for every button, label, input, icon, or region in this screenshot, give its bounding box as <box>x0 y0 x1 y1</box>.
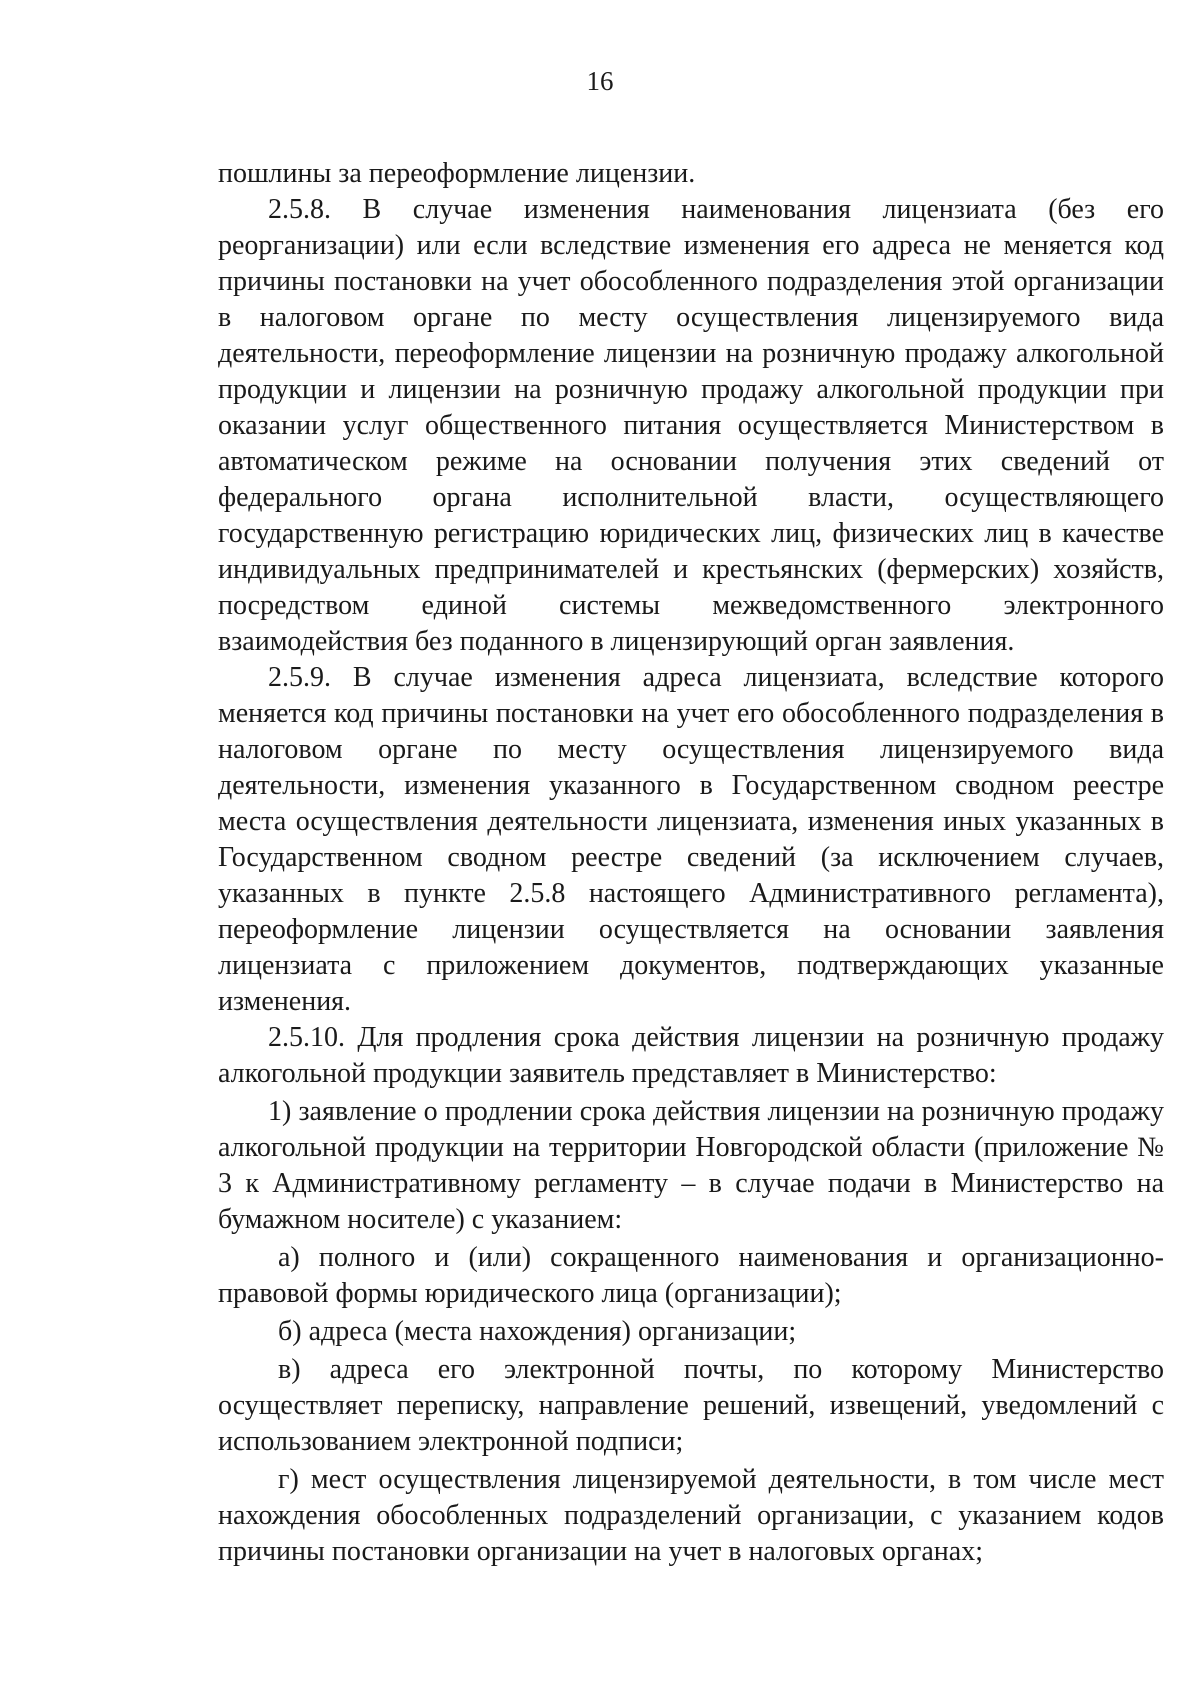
list-item-1: 1) заявление о продлении срока действия лицензии на розничную продажу алкогольной продукции на территории Новгородской области (приложение № 3 к Административному регламенту – в случае подачи в Министерство на бумажном носителе) с указанием: <box>218 1096 1164 1235</box>
sub-item-a: а) полного и (или) сокращенного наименования и организационно-правовой формы юридического лица (организации); <box>218 1242 1164 1309</box>
sub-item-b: б) адреса (места нахождения) организации; <box>278 1316 797 1347</box>
paragraph-2-5-8: 2.5.8. В случае изменения наименования лицензиата (без его реорганизации) или если вследствие изменения его адреса не меняется код причины постановки на учет обособленного подразделения этой организации в налоговом органе по месту осуществления лицензируемого вида деятельности, переоформление лицензии на розничную продажу алкогольной продукции и лицензии на розничную продажу алкогольной продукции при оказании услуг общественного питания осуществляется Министерством в автоматическом режиме на основании получения этих сведений от федерального органа исполнительной власти, осуществляющего государственную регистрацию юридических лиц, физических лиц в качестве индивидуальных предпринимателей и крестьянских (фермерских) хозяйств, посредством единой системы межведомственного электронного взаимодействия без поданного в лицензирующий орган заявления. <box>218 194 1164 657</box>
sub-item-g: г) мест осуществления лицензируемой деятельности, в том числе мест нахождения обособленных подразделений организации, с указанием кодов причины постановки организации на учет в налоговых органах; <box>218 1464 1164 1567</box>
paragraph-continuation: пошлины за переоформление лицензии. <box>218 158 696 189</box>
page-number: 16 <box>586 66 614 96</box>
sub-item-v: в) адреса его электронной почты, по которому Министерство осуществляет переписку, направление решений, извещений, уведомлений с использованием электронной подписи; <box>218 1354 1164 1457</box>
paragraph-2-5-9: 2.5.9. В случае изменения адреса лицензиата, вследствие которого меняется код причины постановки на учет его обособленного подразделения в налоговом органе по месту осуществления лицензируемого вида деятельности, изменения указанного в Государственном сводном реестре места осуществления деятельности лицензиата, изменения иных указанных в Государственном сводном реестре сведений (за исключением случаев, указанных в пункте 2.5.8 настоящего Административного регламента), переоформление лицензии осуществляется на основании заявления лицензиата с приложением документов, подтверждающих указанные изменения. <box>218 662 1164 1017</box>
document-body <box>218 156 1164 1570</box>
paragraph-2-5-10: 2.5.10. Для продления срока действия лицензии на розничную продажу алкогольной продукции заявитель представляет в Министерство: <box>218 1022 1164 1089</box>
